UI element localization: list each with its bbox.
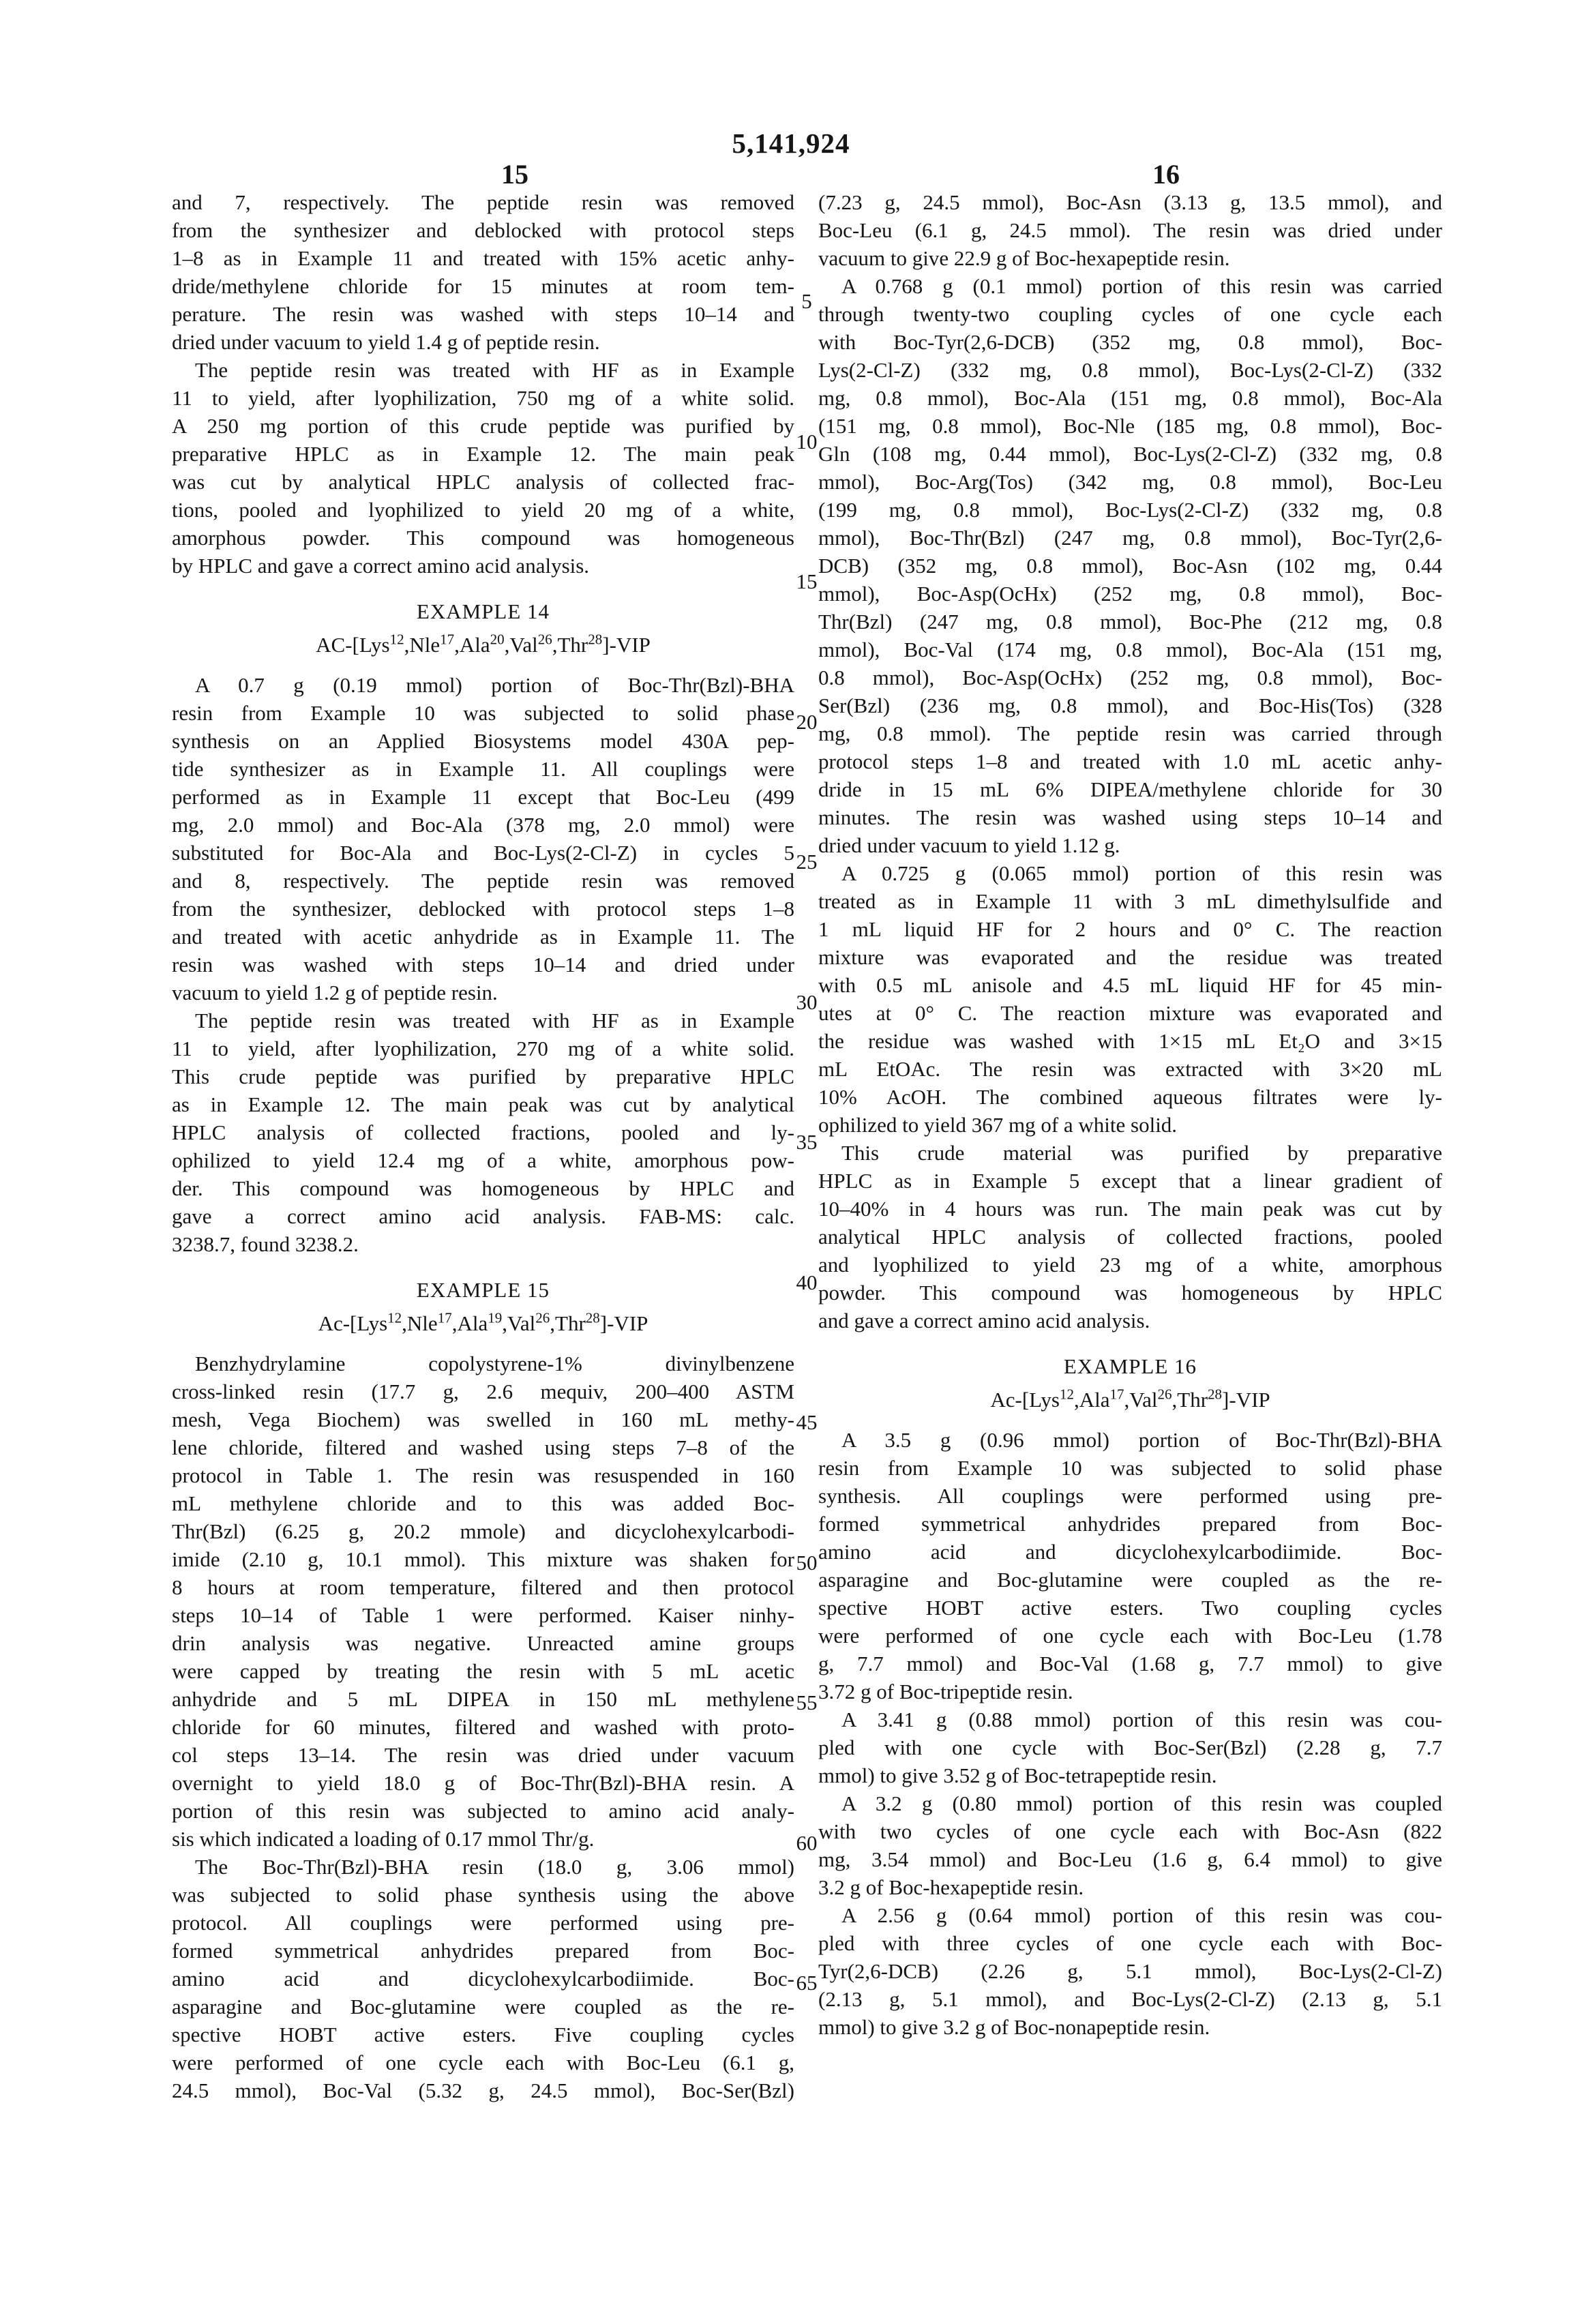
text-line: protocol steps 1–8 and treated with 1.0 mL acetic anhy- [818,749,1442,773]
text-line: 10–40% in 4 hours was run. The main peak was cut by [818,1197,1442,1221]
text-line: chloride for 60 minutes, filtered and washed with proto- [172,1715,794,1739]
text-line: protocol. All couplings were performed using pre- [172,1911,794,1935]
text-line: (2.13 g, 5.1 mmol), and Boc-Lys(2-Cl-Z) (2.13 g, 5.1 [818,1987,1442,2011]
text-line: powder. This compound was homogeneous by HPLC [818,1281,1442,1305]
text-line: 24.5 mmol), Boc-Val (5.32 g, 24.5 mmol), Boc-Ser(Bzl) [172,2079,794,2102]
formula-superscript: 12 [1059,1386,1074,1403]
text-line: dried under vacuum to yield 1.12 g. [818,833,1120,857]
text-line: 1–8 as in Example 11 and treated with 15% acetic anhy- [172,246,794,270]
text-line: protocol in Table 1. The resin was resuspended in 160 [172,1463,794,1487]
paragraph [172,188,794,356]
text-line: Thr(Bzl) (6.25 g, 20.2 mmole) and dicyclohexylcarbodi- [172,1519,794,1543]
text-line: and 7, respectively. The peptide resin was removed [172,190,794,214]
text-line: anhydride and 5 mL DIPEA in 150 mL methylene [172,1687,794,1711]
text-line: 11 to yield, after lyophilization, 750 mg of a white solid. [172,386,794,410]
text-line: with Boc-Tyr(2,6-DCB) (352 mg, 0.8 mmol), Boc- [818,330,1442,354]
paragraph [172,356,794,580]
text-line: A 0.7 g (0.19 mmol) portion of Boc-Thr(Bzl)-BHA [195,673,794,697]
formula-superscript: 17 [440,631,455,648]
formula-superscript: 26 [1157,1386,1172,1403]
gutter-line-number: 40 [796,1270,818,1294]
paragraph [172,1853,794,2104]
text-line: mg, 3.54 mmol) and Boc-Leu (1.6 g, 6.4 mmol) to give [818,1847,1442,1871]
text-line: asparagine and Boc-glutamine were coupled as the re- [818,1568,1442,1592]
text-line: spective HOBT active esters. Two coupling cycles [818,1596,1442,1620]
gutter-line-number: 60 [796,1831,818,1855]
text-line: synthesis on an Applied Biosystems model 430A pep- [172,729,794,753]
text-line: mesh, Vega Biochem) was swelled in 160 mL methy- [172,1407,794,1431]
text-line: with 0.5 mL anisole and 4.5 mL liquid HF for 45 min- [818,973,1442,997]
text-line: DCB) (352 mg, 0.8 mmol), Boc-Asn (102 mg, 0.44 [818,554,1442,578]
formula-superscript: 19 [488,1309,503,1326]
text-line: formed symmetrical anhydrides prepared from Boc- [818,1512,1442,1536]
paragraph [818,188,1442,272]
left-column [172,188,794,2104]
text-line: Lys(2-Cl-Z) (332 mg, 0.8 mmol), Boc-Lys(2-Cl-Z) (332 [818,358,1442,382]
gutter-line-number: 50 [796,1551,818,1575]
text-line: A 3.5 g (0.96 mmol) portion of Boc-Thr(Bzl)-BHA [841,1428,1442,1452]
text-line: 3.72 g of Boc-tripeptide resin. [818,1680,1073,1703]
text-line: mg, 0.8 mmol). The peptide resin was carried through [818,721,1442,745]
text-line: HPLC analysis of collected fractions, pooled and ly- [172,1120,794,1144]
text-line: 1 mL liquid HF for 2 hours and 0° C. The reaction [818,917,1442,941]
text-line: A 3.2 g (0.80 mmol) portion of this resin was coupled [841,1791,1442,1815]
text-line: vacuum to yield 1.2 g of peptide resin. [172,981,498,1004]
peptide-formula: AC-[Lys$^{12}$,Nle$^{17}$,Ala$^{20}$,Val$^{26}$,Thr$^{28}$]-VIP [316,631,651,657]
paragraph [818,859,1442,1139]
formula-superscript: 26 [535,1309,550,1326]
gutter-line-number: 25 [796,850,818,874]
text-line: der. This compound was homogeneous by HPLC and [172,1176,794,1200]
paragraph [172,1350,794,1853]
column-page-number-right: 16 [1152,159,1180,190]
text-line: A 250 mg portion of this crude peptide was purified by [172,414,794,438]
gutter-line-number: 65 [796,1971,818,1995]
text-line: Gln (108 mg, 0.44 mmol), Boc-Lys(2-Cl-Z) (332 mg, 0.8 [818,442,1442,466]
text-line: portion of this resin was subjected to amino acid analy- [172,1799,794,1823]
text-line: mmol) to give 3.2 g of Boc-nonapeptide resin. [818,2015,1210,2039]
text-line: and lyophilized to yield 23 mg of a white, amorphous [818,1253,1442,1277]
formula-superscript: 26 [537,631,552,648]
text-line: and treated with acetic anhydride as in Example 11. The [172,925,794,949]
text-line: mg, 2.0 mmol) and Boc-Ala (378 mg, 2.0 mmol) were [172,813,794,837]
text-line: as in Example 12. The main peak was cut by analytical [172,1092,794,1116]
text-line: overnight to yield 18.0 g of Boc-Thr(Bzl)-BHA resin. A [172,1771,794,1795]
gutter-line-number: 15 [796,569,818,593]
paragraph [818,1901,1442,2041]
text-line: gave a correct amino acid analysis. FAB-MS: calc. [172,1204,794,1228]
formula-superscript: 12 [389,631,404,648]
text-line: were performed of one cycle each with Boc-Leu (1.78 [818,1624,1442,1648]
text-line: vacuum to give 22.9 g of Boc-hexapeptide resin. [818,246,1230,270]
text-line: from the synthesizer and deblocked with protocol steps [172,218,794,242]
paragraph [818,1139,1442,1335]
text-line: Benzhydrylamine copolystyrene-1% divinylbenzene [195,1352,794,1375]
gutter-line-number: 45 [796,1410,818,1434]
text-line: ophilized to yield 367 mg of a white solid. [818,1113,1178,1137]
text-line: g, 7.7 mmol) and Boc-Val (1.68 g, 7.7 mmol) to give [818,1652,1442,1675]
text-line: analytical HPLC analysis of collected fractions, pooled [818,1225,1442,1249]
gutter-line-number: 10 [796,430,818,453]
formula-superscript: 28 [585,1309,600,1326]
text-line: lene chloride, filtered and washed using steps 7–8 of the [172,1435,794,1459]
gutter-line-number: 20 [796,710,818,734]
text-line: A 3.41 g (0.88 mmol) portion of this resin was cou- [841,1708,1442,1731]
text-line: imide (2.10 g, 10.1 mmol). This mixture was shaken for [172,1547,794,1571]
text-line: HPLC as in Example 5 except that a linear gradient of [818,1169,1442,1193]
text-line: mg, 0.8 mmol), Boc-Ala (151 mg, 0.8 mmol), Boc-Ala [818,386,1442,410]
text-line: formed symmetrical anhydrides prepared from Boc- [172,1939,794,1963]
text-line: mL methylene chloride and to this was added Boc- [172,1491,794,1515]
text-line: steps 10–14 of Table 1 were performed. Kaiser ninhy- [172,1603,794,1627]
formula-superscript: 12 [387,1309,402,1326]
gutter-line-number: 30 [796,990,818,1014]
text-line: minutes. The resin was washed using steps 10–14 and [818,805,1442,829]
text-line: asparagine and Boc-glutamine were coupled as the re- [172,1995,794,2018]
text-line: The peptide resin was treated with HF as in Example [195,1009,794,1032]
text-line: resin from Example 10 was subjected to solid phase [172,701,794,725]
text-line: mmol) to give 3.52 g of Boc-tetrapeptide resin. [818,1763,1217,1787]
text-line: mixture was evaporated and the residue was treated [818,945,1442,969]
gutter-line-number: 5 [801,289,812,313]
text-line: substituted for Boc-Ala and Boc-Lys(2-Cl-Z) in cycles 5 [172,841,794,865]
text-line: preparative HPLC as in Example 12. The main peak [172,442,794,466]
text-line: the residue was washed with 1×15 mL Et₂O and 3×15 [818,1029,1442,1053]
text-line: dride in 15 mL 6% DIPEA/methylene chloride for 30 [818,777,1442,801]
text-line: (7.23 g, 24.5 mmol), Boc-Asn (3.13 g, 13.5 mmol), and [818,190,1442,214]
text-line: utes at 0° C. The reaction mixture was evaporated and [818,1001,1442,1025]
peptide-formula: Ac-[Lys$^{12}$,Nle$^{17}$,Ala$^{19}$,Val$^{26}$,Thr$^{28}$]-VIP [318,1309,648,1335]
formula-superscript: 28 [1208,1386,1223,1403]
text-line: 3238.7, found 3238.2. [172,1232,359,1256]
text-line: This crude peptide was purified by preparative HPLC [172,1064,794,1088]
text-line: spective HOBT active esters. Five coupling cycles [172,2023,794,2046]
text-line: was subjected to solid phase synthesis using the above [172,1883,794,1907]
paragraph [818,1426,1442,1705]
text-line: drin analysis was negative. Unreacted amine groups [172,1631,794,1655]
text-line: 3.2 g of Boc-hexapeptide resin. [818,1875,1084,1899]
example-heading: EXAMPLE 14 [416,599,550,623]
text-line: This crude material was purified by preparative [841,1141,1442,1165]
formula-superscript: 17 [437,1309,452,1326]
text-line: were capped by treating the resin with 5 mL acetic [172,1659,794,1683]
paragraph [818,1705,1442,1789]
text-line: pled with one cycle with Boc-Ser(Bzl) (2.28 g, 7.7 [818,1735,1442,1759]
text-line: treated as in Example 11 with 3 mL dimethylsulfide and [818,889,1442,913]
paragraph [818,1789,1442,1901]
text-line: amorphous powder. This compound was homogeneous [172,526,794,550]
example-heading: EXAMPLE 15 [416,1278,550,1302]
text-line: Tyr(2,6-DCB) (2.26 g, 5.1 mmol), Boc-Lys(2-Cl-Z) [818,1959,1442,1983]
text-line: was cut by analytical HPLC analysis of collected frac- [172,470,794,494]
text-line: from the synthesizer, deblocked with protocol steps 1–8 [172,897,794,921]
text-line: A 0.725 g (0.065 mmol) portion of this resin was [841,861,1442,885]
text-line: tions, pooled and lyophilized to yield 20 mg of a white, [172,498,794,522]
text-line: 10% AcOH. The combined aqueous filtrates were ly- [818,1085,1442,1109]
text-line: were performed of one cycle each with Boc-Leu (6.1 g, [172,2051,794,2074]
text-line: mmol), Boc-Arg(Tos) (342 mg, 0.8 mmol), Boc-Leu [818,470,1442,494]
text-line: by HPLC and gave a correct amino acid analysis. [172,554,590,578]
right-column [818,188,1442,2041]
text-line: (199 mg, 0.8 mmol), Boc-Lys(2-Cl-Z) (332 mg, 0.8 [818,498,1442,522]
text-line: Thr(Bzl) (247 mg, 0.8 mmol), Boc-Phe (212 mg, 0.8 [818,610,1442,634]
patent-number: 5,141,924 [732,128,850,159]
text-line: resin from Example 10 was subjected to solid phase [818,1456,1442,1480]
text-line: A 2.56 g (0.64 mmol) portion of this resin was cou- [841,1903,1442,1927]
text-line: perature. The resin was washed with steps 10–14 and [172,302,794,326]
text-line: (151 mg, 0.8 mmol), Boc-Nle (185 mg, 0.8 mmol), Boc- [818,414,1442,438]
text-line: ophilized to yield 12.4 mg of a white, amorphous pow- [172,1148,794,1172]
text-line: synthesis. All couplings were performed using pre- [818,1484,1442,1508]
text-line: tide synthesizer as in Example 11. All couplings were [172,757,794,781]
text-line: amino acid and dicyclohexylcarbodiimide. Boc- [172,1967,794,1991]
paragraph [172,671,794,1007]
formula-superscript: 20 [490,631,505,648]
text-line: dried under vacuum to yield 1.4 g of peptide resin. [172,330,600,354]
text-line: A 0.768 g (0.1 mmol) portion of this resin was carried [841,274,1442,298]
text-line: and 8, respectively. The peptide resin was removed [172,869,794,893]
text-line: cross-linked resin (17.7 g, 2.6 mequiv, 200–400 ASTM [172,1380,794,1403]
text-line: dride/methylene chloride for 15 minutes at room tem- [172,274,794,298]
text-line: col steps 13–14. The resin was dried under vacuum [172,1743,794,1767]
text-line: and gave a correct amino acid analysis. [818,1309,1150,1332]
text-line: amino acid and dicyclohexylcarbodiimide. Boc- [818,1540,1442,1564]
column-page-number-left: 15 [501,159,528,190]
text-line: The peptide resin was treated with HF as in Example [195,358,794,382]
text-line: 0.8 mmol), Boc-Asp(OcHx) (252 mg, 0.8 mmol), Boc- [818,666,1442,689]
text-line: performed as in Example 11 except that Boc-Leu (499 [172,785,794,809]
paragraph [172,1007,794,1258]
text-line: resin was washed with steps 10–14 and dried under [172,953,794,977]
gutter-line-number: 55 [796,1690,818,1714]
text-line: mmol), Boc-Thr(Bzl) (247 mg, 0.8 mmol), Boc-Tyr(2,6- [818,526,1442,550]
text-line: pled with three cycles of one cycle each with Boc- [818,1931,1442,1955]
example-heading: EXAMPLE 16 [1063,1354,1197,1378]
text-line: The Boc-Thr(Bzl)-BHA resin (18.0 g, 3.06 mmol) [195,1855,794,1879]
gutter-line-number: 35 [796,1130,818,1154]
text-line: 8 hours at room temperature, filtered and then protocol [172,1575,794,1599]
text-line: through twenty-two coupling cycles of one cycle each [818,302,1442,326]
text-line: mL EtOAc. The resin was extracted with 3×20 mL [818,1057,1442,1081]
formula-superscript: 28 [588,631,603,648]
text-line: 11 to yield, after lyophilization, 270 mg of a white solid. [172,1037,794,1060]
text-line: mmol), Boc-Val (174 mg, 0.8 mmol), Boc-Ala (151 mg, [818,638,1442,661]
text-line: mmol), Boc-Asp(OcHx) (252 mg, 0.8 mmol), Boc- [818,582,1442,606]
formula-superscript: 17 [1109,1386,1124,1403]
paragraph [818,272,1442,859]
text-line: with two cycles of one cycle each with Boc-Asn (822 [818,1819,1442,1843]
text-line: Boc-Leu (6.1 g, 24.5 mmol). The resin was dried under [818,218,1442,242]
text-line: sis which indicated a loading of 0.17 mmol Thr/g. [172,1827,595,1851]
peptide-formula: Ac-[Lys$^{12}$,Ala$^{17}$,Val$^{26}$,Thr$^{28}$]-VIP [990,1386,1270,1412]
text-line: Ser(Bzl) (236 mg, 0.8 mmol), and Boc-His(Tos) (328 [818,694,1442,717]
